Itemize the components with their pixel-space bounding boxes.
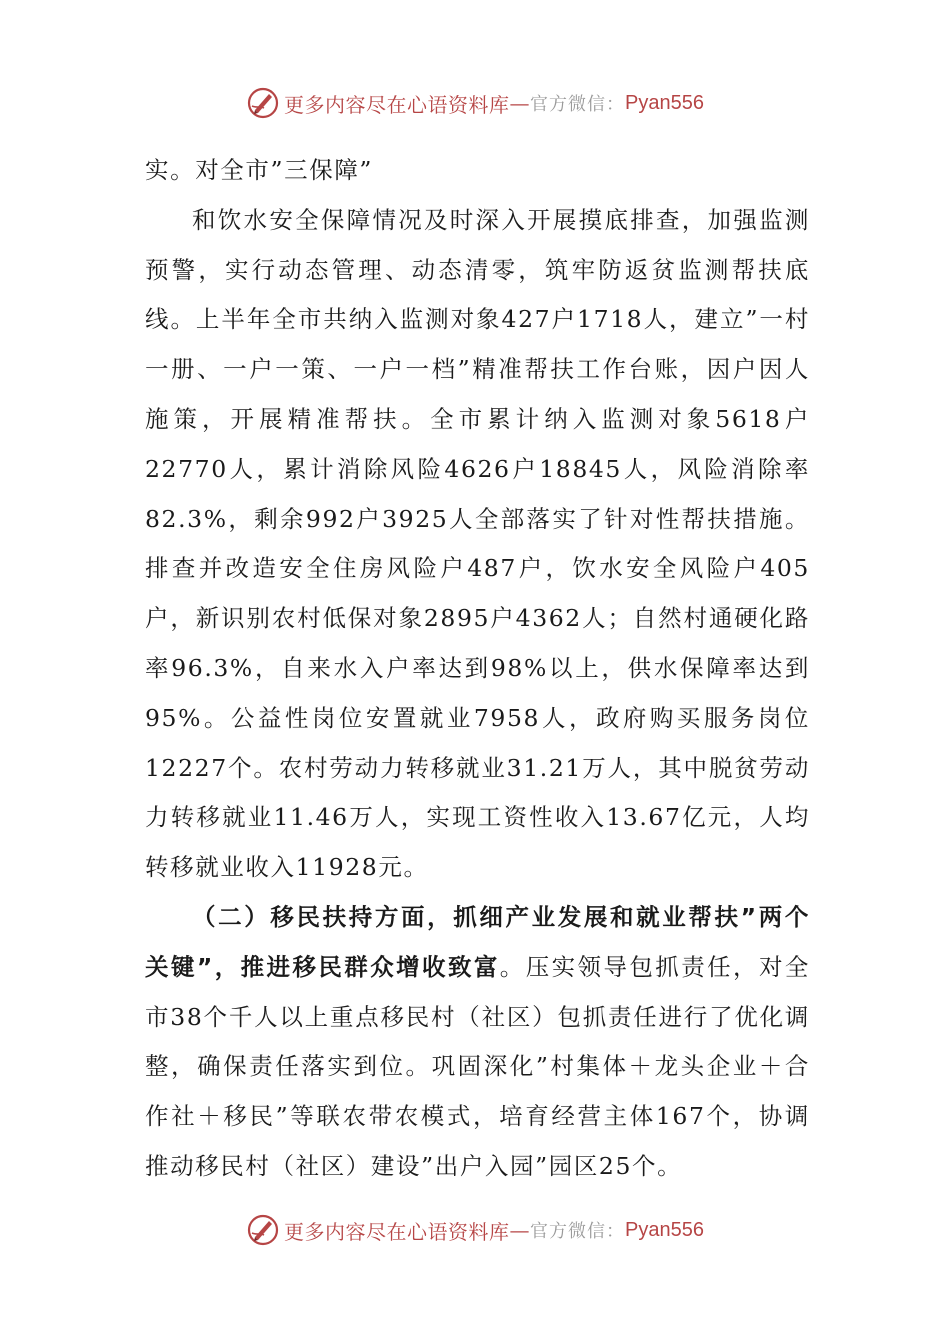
watermark-site-name: 更多内容尽在心语资料库 — [284, 1219, 510, 1244]
watermark-site-name: 更多内容尽在心语资料库 — [284, 92, 510, 117]
pen-seal-logo-icon — [246, 86, 280, 120]
watermark-wechat-id: Pyan556 — [625, 91, 704, 114]
watermark-header — [0, 83, 950, 123]
section-heading-migrant-support: （二）移民扶持方面，抓细产业发展和就业帮扶”两个关键”，推进移民群众增收致富 — [145, 902, 810, 981]
pen-seal-logo-icon — [246, 1213, 280, 1247]
paragraph-continuation: 实。对全市”三保障” — [145, 156, 374, 184]
paragraph-migrant-support-body: 。压实领导包抓责任，对全市38个千人以上重点移民村（社区）包抓责任进行了优化调整，确保责任落实到位。巩固深化”村集体＋龙头企业＋合作社＋移民”等联农带农模式，培育经营主体167个，协调推动移民村（社区）建设”出户入园”园区25个。 — [145, 952, 810, 1180]
watermark-wechat-label: 官方微信： — [530, 1221, 626, 1242]
paragraph-monitoring: 和饮水安全保障情况及时深入开展摸底排查，加强监测预警，实行动态管理、动态清零，筑牢防返贫监测帮扶底线。上半年全市共纳入监测对象427户1718人，建立”一村一册、一户一策、一户一档”精准帮扶工作台账，因户因人施策，开展精准帮扶。全市累计纳入监测对象5618户22770人，累计消除风险4626户18845人，风险消除率82.3%，剩余992户3925人全部落实了针对性帮扶措施。排查并改造安全住房风险户487户，饮水安全风险户405户，新识别农村低保对象2895户4362人；自然村通硬化路率96.3%，自来水入户率达到98%以上，供水保障率达到95%。公益性岗位安置就业7958人，政府购买服务岗位12227个。农村劳动力转移就业31.21万人，其中脱贫劳动力转移就业11.46万人，实现工资性收入13.67亿元，人均转移就业收入11928元。 — [145, 205, 810, 882]
document-body — [145, 146, 810, 1192]
paragraph-migrant-support — [145, 893, 810, 1192]
watermark-dash: — — [509, 91, 531, 115]
watermark-footer — [0, 1210, 950, 1250]
watermark-wechat-label: 官方微信： — [530, 94, 626, 115]
watermark-wechat-id: Pyan556 — [625, 1218, 704, 1241]
watermark-dash: — — [509, 1218, 531, 1242]
